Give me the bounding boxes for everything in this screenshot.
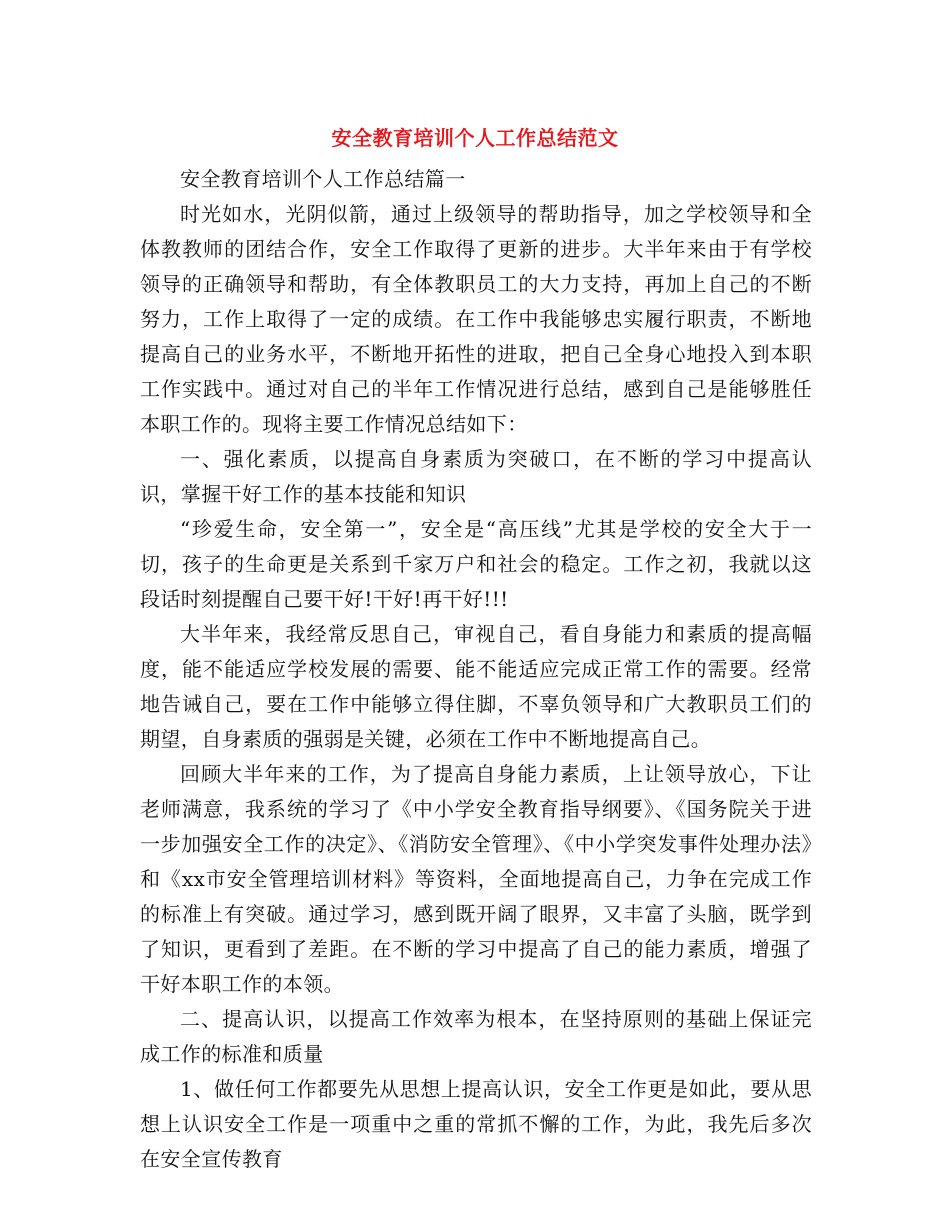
paragraph-reflection: 大半年来，我经常反思自己，审视自己，看自身能力和素质的提高幅度，能不能适应学校发展的需要、能不能适应完成正常工作的需要。经常地告诫自己，要在工作中能够立得住脚，不辜负领导和广大教职员工们的期望，自身素质的强弱是关键，必须在工作中不断地提高自己。 [140,622,812,751]
section-heading-2: 二、提高认识，以提高工作效率为根本，在坚持原则的基础上保证完成工作的标准和质量 [140,1007,812,1066]
paragraph-study: 回顾大半年来的工作，为了提高自身能力素质，上让领导放心，下让老师满意，我系统的学习了《中小学安全教育指导纲要》、《国务院关于进一步加强安全工作的决定》、《消防安全管理》、《中小学突发事件处理办法》和《xx市安全管理培训材料》等资料，全面地提高自己，力争在完成工作的标准上有突破。通过学习，感到既开阔了眼界，又丰富了头脑，既学到了知识，更看到了差距。在不断的学习中提高了自己的能力素质，增强了干好本职工作的本领。 [140,762,812,996]
paragraph-awareness: 1、做任何工作都要先从思想上提高认识，安全工作更是如此，要从思想上认识安全工作是一项重中之重的常抓不懈的工作，为此，我先后多次在安全宣传教育 [140,1077,812,1171]
document-title: 安全教育培训个人工作总结范文 [331,126,619,150]
section-subtitle: 安全教育培训个人工作总结篇一 [180,167,466,191]
section-heading-1: 一、强化素质，以提高自身素质为突破口，在不断的学习中提高认识，掌握干好工作的基本技能和知识 [140,447,812,506]
document-body [140,162,812,1177]
paragraph-quote: “珍爱生命，安全第一”，安全是“高压线”尤其是学校的安全大于一切，孩子的生命更是关系到千家万户和社会的稳定。工作之初，我就以这段话时刻提醒自己要干好!干好!再干好!!! [140,517,812,611]
paragraph-intro: 时光如水，光阴似箭，通过上级领导的帮助指导，加之学校领导和全体教教师的团结合作，安全工作取得了更新的进步。大半年来由于有学校领导的正确领导和帮助，有全体教职员工的大力支持，再加上自己的不断努力，工作上取得了一定的成绩。在工作中我能够忠实履行职责，不断地提高自己的业务水平，不断地开拓性的进取，把自己全身心地投入到本职工作实践中。通过对自己的半年工作情况进行总结，感到自己是能够胜任本职工作的。现将主要工作情况总结如下： [140,202,812,436]
